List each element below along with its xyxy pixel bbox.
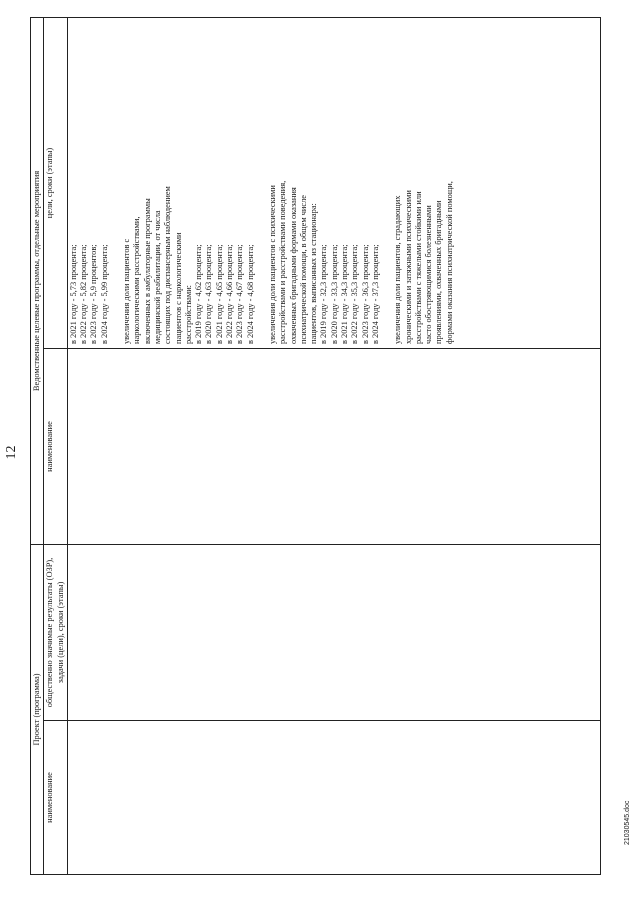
goal-line: часто обостряющимися болезненными — [424, 205, 434, 344]
file-label: 21030545.doc — [624, 800, 631, 845]
goal-line: в 2020 году - 33,3 процента; — [329, 244, 339, 344]
column-header-name-program: наименование — [44, 349, 68, 545]
goal-line: расстройствами с тяжелыми стойкими или — [413, 191, 423, 344]
goal-line: в 2021 году - 34,3 процента; — [340, 244, 350, 344]
header-departmental-programs: Ведомственные целевые программы, отдельные мероприятия — [31, 17, 44, 544]
goal-entry — [268, 22, 381, 344]
cell-program-name — [67, 349, 600, 545]
goal-line: формами оказания психиатрической помощи, — [444, 181, 454, 344]
goal-line: в 2024 году - 4,68 процента; — [245, 244, 255, 344]
goal-line: расстройствами и расстройствами поведения, — [278, 180, 288, 344]
goal-line: расстройствами: — [183, 284, 193, 344]
table-row — [67, 17, 600, 874]
header-row-columns — [44, 17, 68, 874]
goal-line: наркологическими расстройствами, — [132, 216, 142, 344]
goal-line: медицинской реабилитации, от числа — [152, 210, 162, 344]
goal-line: пациентов с наркологическими — [173, 232, 183, 344]
goal-line: в 2024 году - 37,3 процента; — [370, 244, 380, 344]
goal-line: в 2024 году - 5,99 процента; — [99, 244, 109, 344]
goal-line: включенных в амбулаторные программы — [142, 198, 152, 344]
goal-line: проявлениями, охваченных бригадными — [434, 200, 444, 344]
cell-goals — [67, 17, 600, 348]
goal-line: увеличения доли пациентов, страдающих — [393, 195, 403, 344]
goal-line: охваченных бригадными формами оказания — [288, 187, 298, 344]
page-number: 12 — [4, 445, 19, 460]
goal-line: увеличения доли пациентов с — [122, 238, 132, 344]
header-row-top — [31, 17, 44, 874]
goal-line: в 2023 году - 5,9 процентов; — [89, 244, 99, 344]
cell-project-name — [67, 721, 600, 875]
goal-line: хроническими и затяжными психическими — [403, 190, 413, 344]
column-header-goals: цели, сроки (этапы) — [44, 17, 68, 348]
goal-entry — [393, 22, 455, 344]
goal-entry — [69, 22, 110, 344]
goal-line: состоящих под диспансерным наблюдением — [163, 186, 173, 344]
header-project: Проект (программа) — [31, 545, 44, 875]
cell-results — [67, 545, 600, 721]
goal-line: в 2020 году - 4,63 процента; — [204, 244, 214, 344]
goal-line: в 2022 году - 35,3 процента; — [350, 244, 360, 344]
goal-line: в 2019 году - 32,3 процента; — [319, 244, 329, 344]
column-header-name-project: наименование — [44, 721, 68, 875]
goal-line: психиатрической помощи, в общем числе — [298, 194, 308, 344]
column-header-results: общественно значимые результаты (ОЗР), задачи (цели), сроки (этапы) — [44, 545, 68, 721]
goal-line: в 2021 году - 4,65 процента; — [214, 244, 224, 344]
goal-line: в 2023 году - 36,3 процента; — [360, 244, 370, 344]
program-table — [30, 17, 601, 875]
goal-line: пациентов, выписанных из стационара: — [309, 203, 319, 344]
goal-line: в 2021 году - 5,73 процента; — [68, 244, 78, 344]
goal-entry — [122, 22, 256, 344]
goal-line: в 2019 году - 4,62 процента; — [194, 244, 204, 344]
goal-line: в 2023 году - 4,67 процента; — [235, 244, 245, 344]
goal-line: увеличения доли пациентов с психическими — [267, 185, 277, 344]
goal-line: в 2022 году - 4,66 процента; — [225, 244, 235, 344]
goal-line: в 2022 году - 5,82 процента; — [79, 244, 89, 344]
